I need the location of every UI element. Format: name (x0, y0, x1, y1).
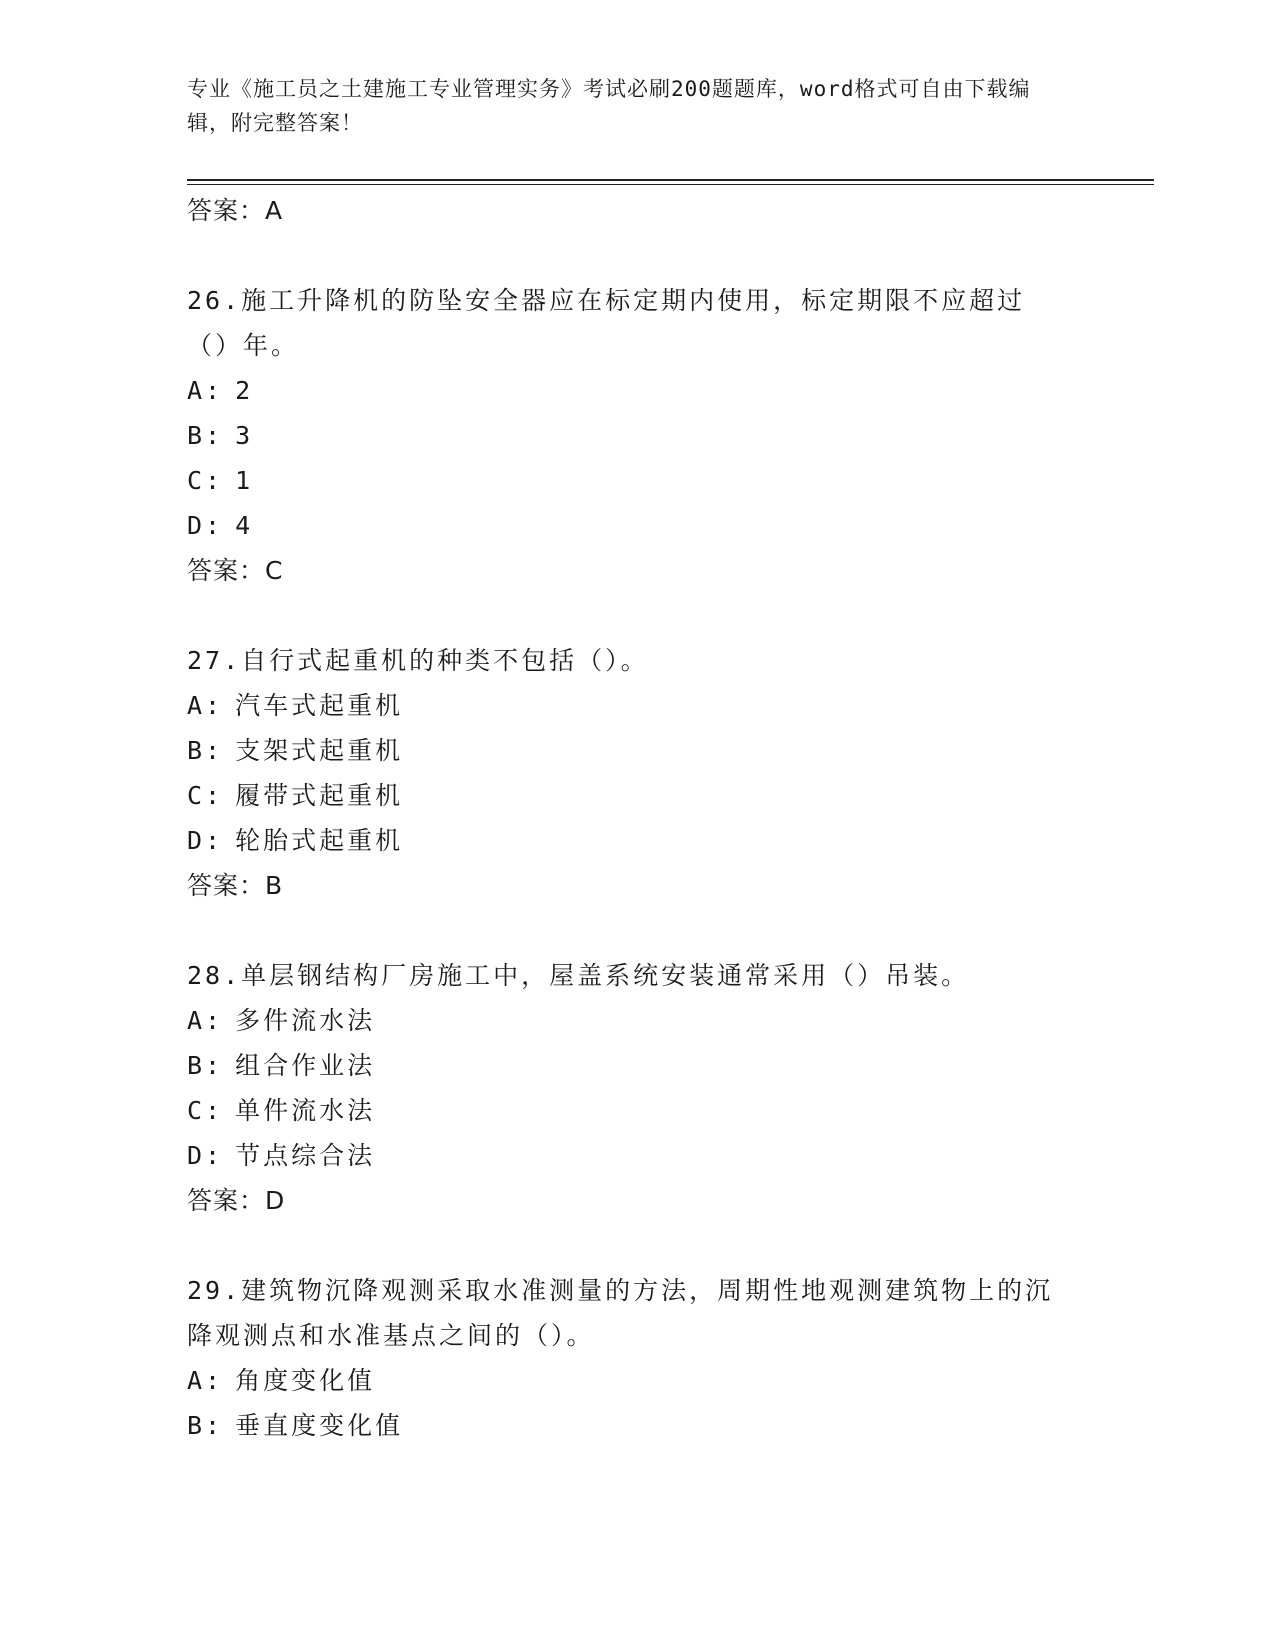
option-value: 1 (235, 466, 254, 495)
option-c (187, 773, 1087, 818)
question-text: 28.单层钢结构厂房施工中，屋盖系统安装通常采用（）吊装。 (187, 961, 970, 990)
option-value: 单件流水法 (235, 1096, 376, 1125)
document-body (187, 188, 1087, 1448)
option-value: 角度变化值 (235, 1366, 376, 1395)
question-26 (187, 278, 1087, 593)
answer-line: 答案：C (187, 556, 284, 585)
option-b (187, 413, 1087, 458)
option-value: 垂直度变化值 (235, 1411, 404, 1440)
option-b (187, 1403, 1087, 1448)
option-c (187, 458, 1087, 503)
option-value: 2 (235, 376, 254, 405)
question-27 (187, 638, 1087, 908)
option-value: 节点综合法 (235, 1141, 376, 1170)
option-value: 汽车式起重机 (235, 691, 404, 720)
question-text: 29.建筑物沉降观测采取水准测量的方法，周期性地观测建筑物上的沉降观测点和水准基点之间的（）。 (187, 1276, 1054, 1350)
option-value: 轮胎式起重机 (235, 826, 404, 855)
answer-line: 答案：B (187, 871, 284, 900)
option-key: D: (187, 826, 224, 855)
answer-line: 答案：A (187, 196, 284, 225)
option-value: 履带式起重机 (235, 781, 404, 810)
document-header: 专业《施工员之土建施工专业管理实务》考试必刷200题题库，word格式可自由下载编辑，附完整答案！ (187, 77, 1031, 135)
option-key: D: (187, 511, 224, 540)
option-key: C: (187, 1096, 224, 1125)
option-key: A: (187, 1006, 224, 1035)
option-value: 组合作业法 (235, 1051, 376, 1080)
option-key: B: (187, 736, 224, 765)
option-a (187, 683, 1087, 728)
answer-line: 答案：D (187, 1186, 286, 1215)
option-a (187, 368, 1087, 413)
option-key: B: (187, 1051, 224, 1080)
question-29 (187, 1268, 1087, 1448)
option-value: 支架式起重机 (235, 736, 404, 765)
option-key: C: (187, 466, 224, 495)
option-d (187, 503, 1087, 548)
header-rule-thick (187, 179, 1154, 181)
option-a (187, 998, 1087, 1043)
option-key: D: (187, 1141, 224, 1170)
option-key: C: (187, 781, 224, 810)
option-b (187, 1043, 1087, 1088)
option-key: B: (187, 421, 224, 450)
option-key: A: (187, 376, 224, 405)
question-28 (187, 953, 1087, 1223)
option-a (187, 1358, 1087, 1403)
option-value: 多件流水法 (235, 1006, 376, 1035)
header-rule-thin (187, 184, 1154, 185)
question-text: 26.施工升降机的防坠安全器应在标定期内使用，标定期限不应超过（）年。 (187, 286, 1026, 360)
option-value: 4 (235, 511, 254, 540)
option-d (187, 818, 1087, 863)
option-key: A: (187, 691, 224, 720)
option-value: 3 (235, 421, 254, 450)
option-key: B: (187, 1411, 224, 1440)
option-b (187, 728, 1087, 773)
question-text: 27.自行式起重机的种类不包括（）。 (187, 646, 649, 675)
option-key: A: (187, 1366, 224, 1395)
option-c (187, 1088, 1087, 1133)
option-d (187, 1133, 1087, 1178)
